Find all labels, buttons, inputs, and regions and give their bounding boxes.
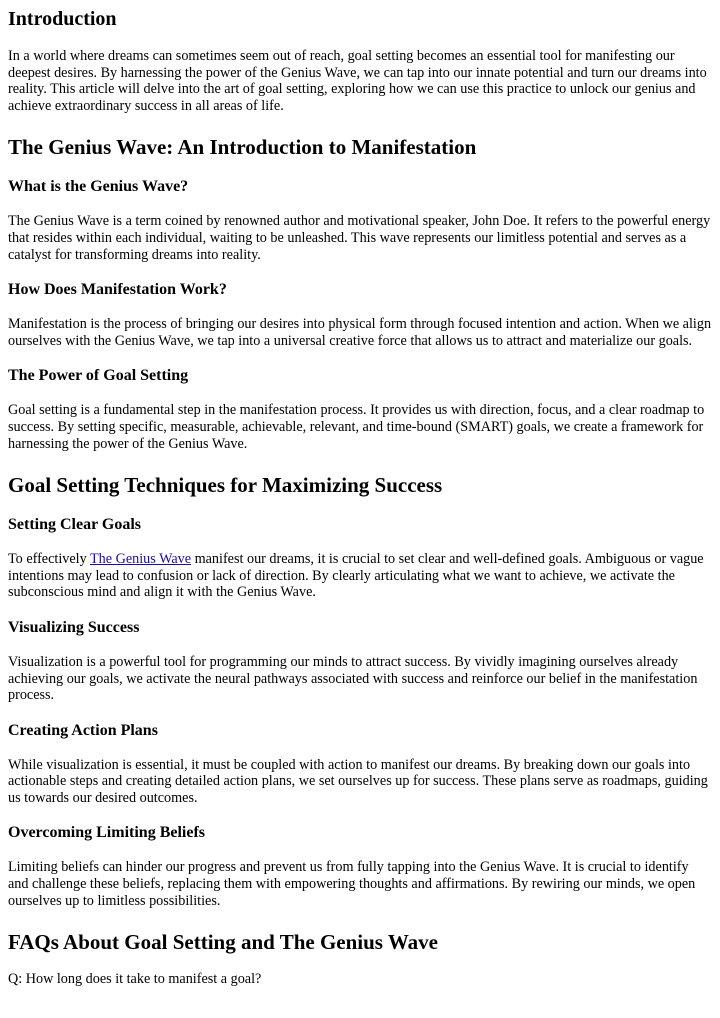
introduction-paragraph: In a world where dreams can sometimes seem out of reach, goal setting becomes an essential tool for manifesting our deepest desires. By harnessing the power of the Genius Wave, we can tap into our innate potential and turn our dreams into reality. This article will delve into the art of goal setting, exploring how we can use this practice to unlock our genius and achieve extraordinary success in all areas of life. bbox=[8, 48, 707, 114]
paragraph-text-before-link: To effectively bbox=[8, 551, 90, 568]
subheading-what-is-genius-wave: What is the Genius Wave? bbox=[8, 178, 189, 196]
paragraph-overcoming-limiting-beliefs: Limiting beliefs can hinder our progress and prevent us from fully tapping into the Genius Wave. It is crucial to identify and challenge these beliefs, replacing them with empowering thoughts and affirmations. By rewiring our minds, we open ourselves up to limitless possibilities. bbox=[8, 859, 696, 909]
paragraph-visualizing-success: Visualization is a powerful tool for programming our minds to attract success. By vividly imagining ourselves already achieving our goals, we activate the neural pathways associated with success and reinforce our belief in the manifestation process. bbox=[8, 653, 698, 704]
introduction-heading: Introduction bbox=[8, 8, 117, 30]
paragraph-setting-clear-goals bbox=[8, 551, 712, 601]
paragraph-how-manifestation-works: Manifestation is the process of bringing our desires into physical form through focused intention and action. When we align ourselves with the Genius Wave, we tap into a universal creative force that allows us to attract and materialize our goals. bbox=[8, 316, 712, 349]
subheading-power-of-goal-setting: The Power of Goal Setting bbox=[8, 367, 189, 385]
faq-question: Q: How long does it take to manifest a goal? bbox=[8, 971, 262, 988]
subheading-setting-clear-goals: Setting Clear Goals bbox=[8, 516, 142, 534]
subheading-how-manifestation-works: How Does Manifestation Work? bbox=[8, 281, 227, 299]
section-heading-genius-wave: The Genius Wave: An Introduction to Manifestation bbox=[8, 135, 477, 160]
paragraph-power-of-goal-setting: Goal setting is a fundamental step in the manifestation process. It provides us with direction, focus, and a clear roadmap to success. By setting specific, measurable, achievable, relevant, and time-bound (SMART) goals, we create a framework for harnessing the power of the Genius Wave. bbox=[8, 402, 705, 452]
subheading-overcoming-limiting-beliefs: Overcoming Limiting Beliefs bbox=[8, 824, 206, 842]
subheading-visualizing-success: Visualizing Success bbox=[8, 618, 140, 636]
paragraph-text-after-link: manifest our dreams, it is crucial to set clear and well-defined goals. Ambiguous or vague intentions may lead to confusion or lack of direction. By clearly articulating what we want to achieve, we activate the subconscious mind and align it with the Genius Wave. bbox=[8, 551, 704, 601]
genius-wave-link[interactable]: The Genius Wave bbox=[90, 551, 192, 568]
paragraph-creating-action-plans: While visualization is essential, it must be coupled with action to manifest our dreams. By breaking down our goals into actionable steps and creating detailed action plans, we set ourselves up for success. These plans serve as roadmaps, guiding us towards our desired outcomes. bbox=[8, 756, 708, 806]
section-heading-goal-setting-techniques: Goal Setting Techniques for Maximizing Success bbox=[8, 473, 443, 498]
section-heading-faqs: FAQs About Goal Setting and The Genius Wave bbox=[8, 930, 439, 955]
paragraph-what-is-genius-wave: The Genius Wave is a term coined by renowned author and motivational speaker, John Doe. It refers to the powerful energy that resides within each individual, waiting to be unleashed. This wave represents our limitless potential and serves as a catalyst for transforming dreams into reality. bbox=[8, 213, 711, 263]
subheading-creating-action-plans: Creating Action Plans bbox=[8, 721, 158, 739]
